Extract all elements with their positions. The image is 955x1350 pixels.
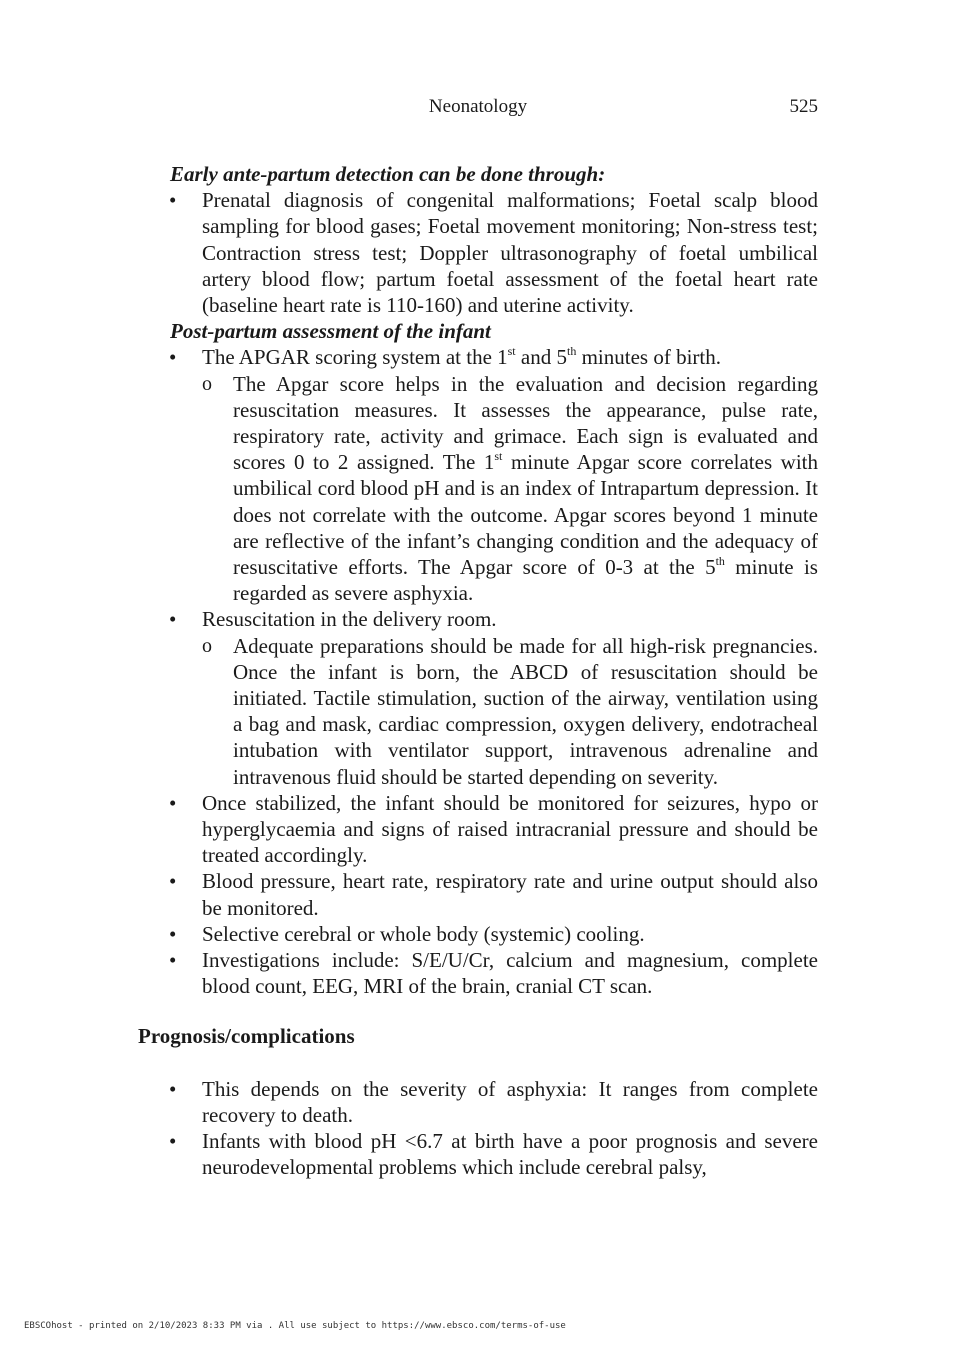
page-number: 525 — [789, 96, 818, 117]
superscript: st — [494, 449, 503, 464]
text-run: and 5 — [515, 345, 567, 370]
list-item — [138, 187, 818, 318]
list-item — [138, 947, 818, 999]
list-item-text: Blood pressure, heart rate, respiratory rate and urine output should also be monitored. — [202, 869, 818, 920]
list-item-text: Prenatal diagnosis of congenital malformations; Foetal scalp blood sampling for blood gases; Foetal movement monitoring; Non-stress test; Contraction stress test; Doppler ultrasonography of foetal umbilical artery blood flow; partum foetal assessment of the foetal heart rate (baseline heart rate is 110-160) and uterine activity. — [202, 188, 818, 318]
list-item — [138, 1076, 818, 1128]
bullet-marker: • — [169, 1076, 177, 1101]
sub-bullet-marker: o — [202, 634, 212, 657]
running-head-title: Neonatology — [428, 96, 528, 117]
bullet-marker: • — [169, 790, 177, 815]
list-item — [138, 790, 818, 869]
bullet-marker: • — [169, 921, 177, 946]
sub-list-item-text: Adequate preparations should be made for all high-risk pregnancies. Once the infant is born, the ABCD of resuscitation should be initiated. Tactile stimulation, suction of the airway, ventilation using a bag and mask, cardiac compression, oxygen delivery, endotracheal intubation with ventilator support, intravenous adrenaline and intravenous fluid should be started depending on severity. — [233, 633, 818, 789]
superscript: th — [715, 554, 725, 569]
bullet-marker: • — [169, 948, 177, 973]
list-item-text — [202, 344, 818, 370]
list-item-text: This depends on the severity of asphyxia: It ranges from complete recovery to death. — [202, 1076, 818, 1127]
bullet-marker: • — [169, 188, 177, 213]
sub-list-item-text — [233, 371, 818, 607]
text-run: The APGAR scoring system at the 1 — [202, 345, 508, 370]
running-head — [138, 96, 818, 122]
list-item — [138, 868, 818, 920]
list-item — [138, 921, 818, 947]
list-item-text: Resuscitation in the delivery room. — [202, 607, 497, 632]
superscript: th — [566, 344, 577, 359]
bullet-marker: • — [169, 1129, 177, 1154]
sub-list-item — [138, 371, 818, 607]
text-run: minute is regarded as severe asphyxia. — [233, 555, 818, 606]
subheading-post-partum: Post-partum assessment of the infant — [170, 319, 491, 344]
list-item — [138, 1128, 818, 1180]
sub-list-item — [138, 633, 818, 790]
page-body — [138, 161, 818, 1181]
print-footer: EBSCOhost - printed on 2/10/2023 8:33 PM via . All use subject to https://www.ebsco.com/terms-of-use — [24, 1321, 566, 1331]
list-item-text: Selective cerebral or whole body (systemic) cooling. — [202, 921, 645, 946]
list-item — [138, 344, 818, 370]
superscript: st — [507, 344, 516, 359]
bullet-marker: • — [169, 607, 177, 632]
bullet-marker: • — [169, 869, 177, 894]
sub-bullet-marker: o — [202, 372, 212, 395]
bullet-marker: • — [169, 345, 177, 370]
list-item-text: Once stabilized, the infant should be monitored for seizures, hypo or hyperglycaemia and signs of raised intracranial pressure and should be treated accordingly. — [202, 790, 818, 868]
subheading-ante-partum: Early ante-partum detection can be done through: — [170, 162, 606, 186]
text-run: The Apgar score helps in the evaluation and decision regarding resuscitation measures. It assesses the appearance, pulse rate, respiratory rate, activity and grimace. Each sign is evaluated and scores 0 to 2 assigned. The 1 — [233, 371, 818, 475]
text-run: minutes of birth. — [576, 345, 721, 370]
list-item — [138, 606, 818, 632]
list-item-text: Investigations include: S/E/U/Cr, calcium and magnesium, complete blood count, EEG, MRI of the brain, cranial CT scan. — [202, 948, 818, 999]
section-heading-prognosis: Prognosis/complications — [138, 1023, 355, 1048]
text-run: minute Apgar score correlates with umbilical cord blood pH and is an index of Intrapartum depression. It does not correlate with the outcome. Apgar scores beyond 1 minute are reflective of the infant’s changing condition and the adequacy of resuscitative efforts. The Apgar score of 0-3 at the 5 — [233, 450, 818, 580]
list-item-text: Infants with blood pH <6.7 at birth have a poor prognosis and severe neurodevelopmental problems which include cerebral palsy, — [202, 1129, 818, 1180]
